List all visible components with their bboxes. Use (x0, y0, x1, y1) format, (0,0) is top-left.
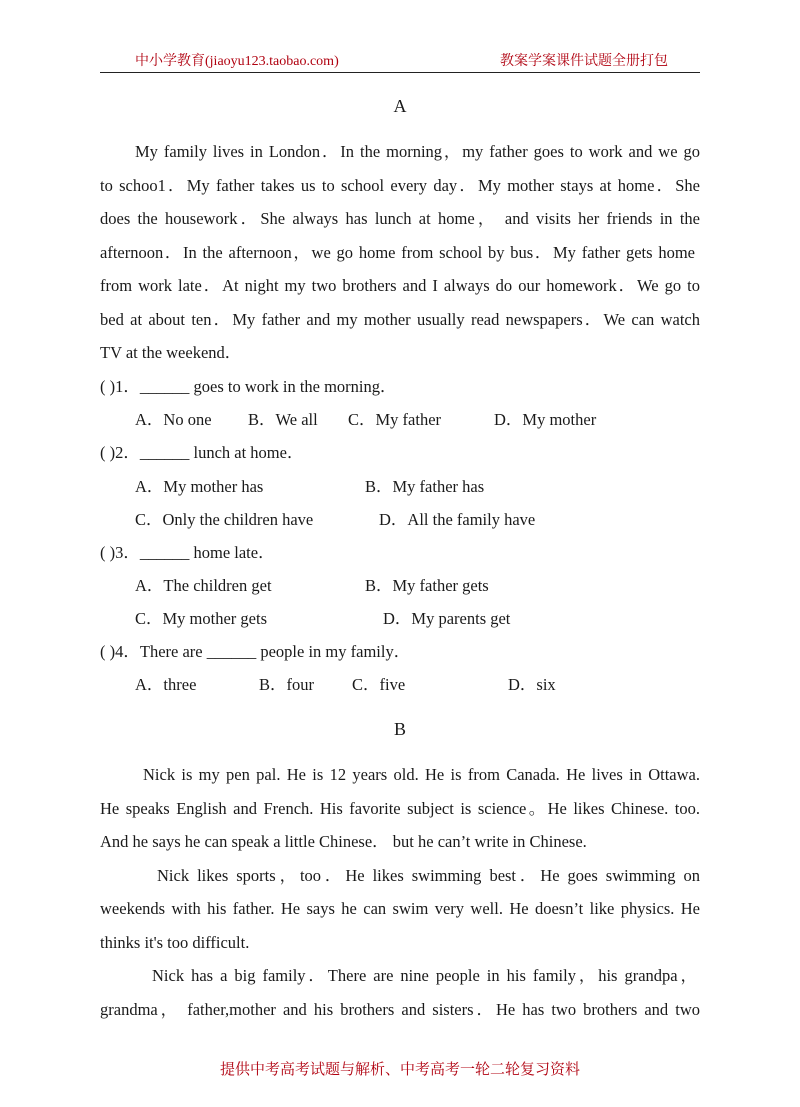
passage-b-line: He speaks English and French. His favorite subject is science。He likes Chinese. too. (100, 799, 700, 818)
question-3-option-b: B．My father gets (365, 576, 489, 595)
question-2-option-d: D．All the family have (379, 510, 536, 529)
question-3-stem: ( )3．______ home late． (100, 543, 275, 562)
page-header (100, 50, 700, 73)
question-2-stem: ( )2．______ lunch at home． (100, 443, 304, 462)
question-1-stem: ( )1．______ goes to work in the morning． (100, 377, 397, 396)
passage-b-line: grandma， father,mother and his brothers and sisters．He has two brothers and two (100, 1000, 700, 1019)
passage-a-line: My family lives in London．In the morning，my father goes to work and we go (135, 142, 700, 161)
section-b-title: B (393, 719, 406, 739)
passage-b-line: Nick likes sports，too．He likes swimming best．He goes swimming on (157, 866, 700, 885)
question-4-option-b: B．four (259, 675, 314, 694)
question-4-stem: ( )4．There are ______ people in my family． (100, 642, 411, 661)
question-3-option-c: C．My mother gets (135, 609, 267, 628)
passage-a-line: TV at the weekend． (100, 343, 242, 362)
question-1-option-a: A．No one (135, 410, 212, 429)
passage-a-line: bed at about ten．My father and my mother usually read newspapers．We can watch (100, 310, 700, 329)
question-2-option-c: C．Only the children have (135, 510, 314, 529)
passage-b-line: And he says he can speak a little Chinese． but he can’t write in Chinese. (100, 832, 587, 851)
question-3-option-d: D．My parents get (383, 609, 511, 628)
page-footer: 提供中考高考试题与解析、中考高考一轮二轮复习资料 (219, 1062, 580, 1078)
question-4-option-d: D．six (508, 675, 556, 694)
header-right-text: 教案学案课件试题全册打包 (500, 54, 668, 69)
passage-b-line: weekends with his father. He says he can swim very well. He doesn’t like physics. He (100, 899, 700, 918)
passage-b-line: Nick has a big family．There are nine people in his family，his grandpa， (152, 966, 697, 985)
question-4-option-c: C．five (352, 675, 406, 694)
question-1-option-d: D．My mother (494, 410, 597, 429)
question-1-option-c: C．My father (348, 410, 442, 429)
passage-a-line: to schoo1．My father takes us to school every day．My mother stays at home．She (100, 176, 700, 195)
question-2-option-a: A．My mother has (135, 477, 264, 496)
question-3-option-a: A．The children get (135, 576, 272, 595)
passage-a-line: afternoon．In the afternoon，we go home from school by bus．My father gets home (100, 243, 695, 262)
section-a-title: A (393, 96, 407, 116)
passage-b-line: thinks it's too difficult. (100, 933, 250, 952)
passage-a-line: does the housework．She always has lunch at home， and visits her friends in the (100, 209, 700, 228)
question-2-option-b: B．My father has (365, 477, 485, 496)
header-left-text: 中小学教育(jiaoyu123.taobao.com) (135, 54, 339, 69)
question-1-option-b: B．We all (248, 410, 318, 429)
passage-a-line: from work late．At night my two brothers and I always do our homework．We go to (100, 276, 700, 295)
passage-b-line: Nick is my pen pal. He is 12 years old. He is from Canada. He lives in Ottawa. (143, 765, 700, 784)
question-4-option-a: A．three (135, 675, 197, 694)
